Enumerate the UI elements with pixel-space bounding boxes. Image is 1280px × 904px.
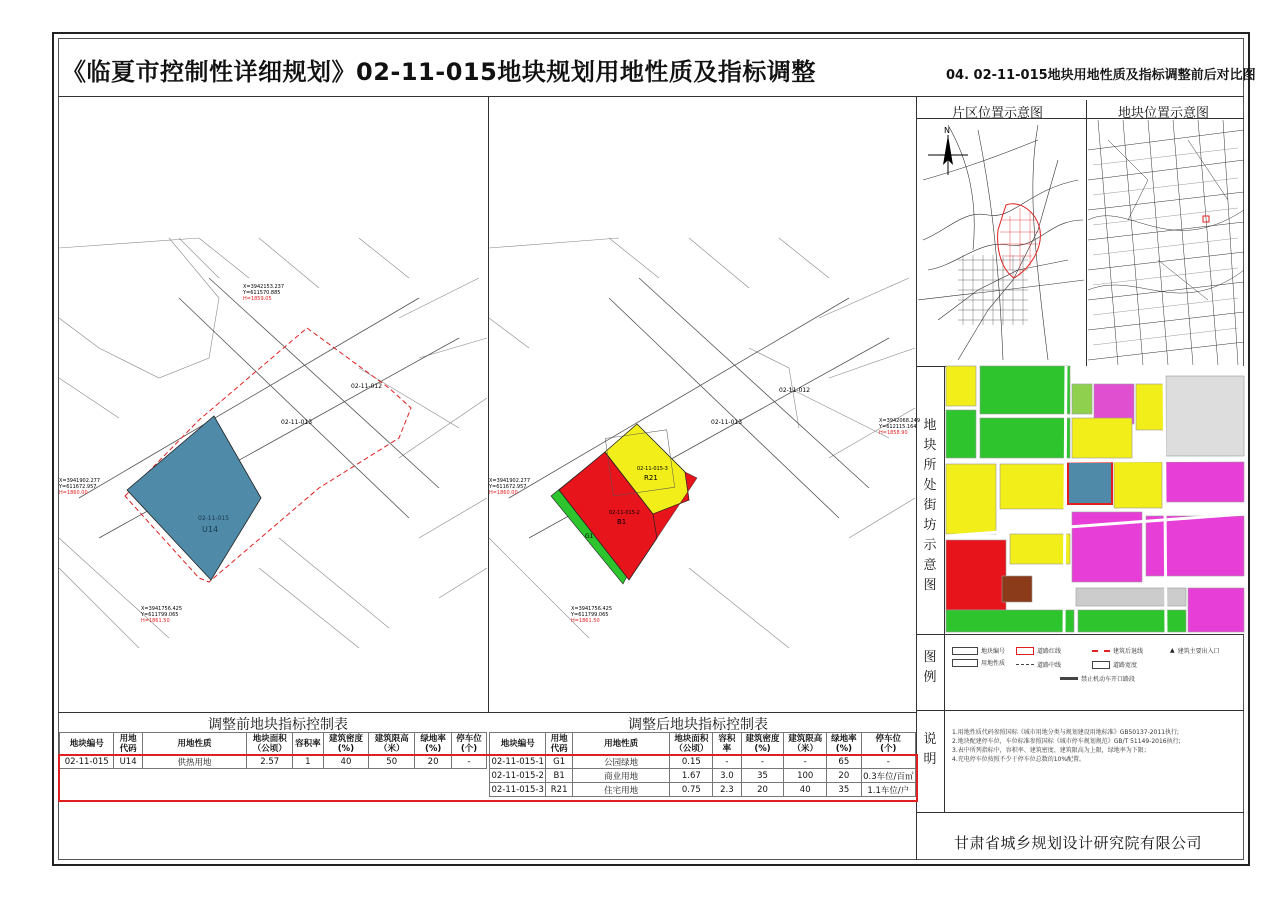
table-cell: 20 [415, 755, 452, 769]
column-header: 容积率 [293, 733, 324, 755]
table-cell: 2.3 [713, 783, 741, 797]
svg-text:02-11-015-3: 02-11-015-3 [637, 466, 668, 472]
district-location-map [918, 120, 1085, 365]
legend-item-land-use: 用地性质 [952, 658, 1005, 667]
svg-text:R21: R21 [644, 474, 658, 482]
parcel-location-caption: 地块位置示意图 [1118, 106, 1210, 121]
organization-name: 甘肃省城乡规划设计研究院有限公司 [954, 834, 1203, 852]
legend-item-road-width: 道路宽度 [1092, 660, 1137, 669]
legend-item-setback: 建筑后退线 [1092, 646, 1143, 655]
column-header: 用地 代码 [546, 733, 572, 755]
page-title: 《临夏市控制性详细规划》02-11-015地块规划用地性质及指标调整 [62, 58, 816, 86]
column-header: 用地性质 [142, 733, 247, 755]
column-header: 地块编号 [490, 733, 546, 755]
svg-text:X=3941902.277: X=3941902.277 [489, 478, 531, 484]
column-header: 地块面积 （公顷） [670, 733, 713, 755]
column-header: 停车位 (个) [452, 733, 487, 755]
svg-text:H=1861.50: H=1861.50 [571, 618, 600, 624]
svg-text:X=3941756.425: X=3941756.425 [141, 606, 183, 612]
column-header: 建筑限高 （米） [369, 733, 415, 755]
table-cell: 35 [827, 783, 862, 797]
column-header: 绿地率 (%) [415, 733, 452, 755]
legend-item-no-vehicle-opening: 禁止机动车开口路段 [1060, 674, 1135, 683]
notes-label: 说明 [923, 732, 937, 767]
table-cell: 0.3车位/百㎡ [861, 769, 915, 783]
note-line: 1.用地性质代码参照国标《城市用地分类与规划建设用地标准》GB50137-2011执行; [952, 729, 1180, 736]
table-cell: 100 [784, 769, 827, 783]
svg-text:H=1860.00: H=1860.00 [489, 490, 518, 496]
svg-text:G1: G1 [585, 533, 594, 540]
street-block-map [946, 366, 1244, 634]
legend-item-road-redline: 道路红线 [1016, 646, 1061, 655]
after-adjustment-map [489, 238, 921, 648]
column-header: 绿地率 (%) [827, 733, 862, 755]
district-location-caption: 片区位置示意图 [952, 106, 1044, 121]
column-header: 用地 代码 [114, 733, 142, 755]
table-cell: 3.0 [713, 769, 741, 783]
table-cell: 住宅用地 [572, 783, 670, 797]
street-bottom-line [916, 634, 1244, 635]
page-subtitle: 04. 02-11-015地块用地性质及指标调整前后对比图 [946, 68, 1256, 83]
table-top-divider [58, 712, 916, 713]
table-cell: 35 [741, 769, 784, 783]
table-cell: 1.1车位/户 [861, 783, 915, 797]
note-line: 2.地块配建停车位，车位标准参照国标《城市停车规划规范》GB/T 51149-2016执行; [952, 738, 1181, 745]
legend-item-centerline: 道路中线 [1016, 660, 1061, 669]
table-cell: 65 [827, 755, 862, 769]
svg-text:02-11-012: 02-11-012 [351, 383, 383, 390]
after-table-title: 调整后地块指标控制表 [628, 717, 768, 733]
table-cell: 40 [323, 755, 369, 769]
table-cell: - [784, 755, 827, 769]
parcel-location-map [1088, 120, 1244, 365]
table-cell: B1 [546, 769, 572, 783]
svg-text:X=3942068.249: X=3942068.249 [879, 418, 921, 424]
up-arrow-icon: ▲ [1170, 647, 1175, 654]
before-adjustment-map [59, 238, 487, 648]
table-cell: 02-11-015-1 [491, 756, 544, 767]
note-line: 3.表中所列指标中，容积率、建筑密度、建筑限高为上限，绿地率为下限； [952, 747, 1150, 754]
column-header: 建筑限高 （米） [784, 733, 827, 755]
table-cell: G1 [546, 755, 572, 769]
svg-text:Y=611799.065: Y=611799.065 [141, 612, 179, 618]
table-cell: - [713, 755, 741, 769]
svg-text:Y=611570.885: Y=611570.885 [243, 290, 281, 296]
column-header: 用地性质 [572, 733, 670, 755]
highlight-box [58, 754, 918, 802]
svg-text:H=1859.05: H=1859.05 [243, 296, 272, 302]
table-cell: 2.57 [247, 755, 293, 769]
table-cell: 02-11-015-2 [491, 770, 544, 781]
svg-text:Y=611672.957: Y=611672.957 [59, 484, 97, 490]
table-cell: 0.15 [670, 755, 713, 769]
svg-text:02-11-015: 02-11-015 [198, 515, 230, 522]
column-header: 建筑密度 (%) [323, 733, 369, 755]
svg-text:X=3941902.277: X=3941902.277 [59, 478, 101, 484]
table-cell: 50 [369, 755, 415, 769]
table-cell: 02-11-015 [60, 755, 114, 769]
column-header: 建筑密度 (%) [741, 733, 784, 755]
svg-text:Y=612115.164: Y=612115.164 [879, 424, 917, 430]
title-divider [58, 96, 1244, 97]
before-table-title: 调整前地块指标控制表 [208, 717, 348, 733]
locator-divider [1086, 100, 1087, 366]
street-block-label: 地块所处街坊示意图 [923, 418, 937, 593]
svg-text:X=3941756.425: X=3941756.425 [571, 606, 613, 612]
table-cell: 商业用地 [572, 769, 670, 783]
svg-text:H=1858.90: H=1858.90 [879, 430, 908, 436]
notes-block [952, 728, 1240, 764]
table-cell: - [741, 755, 784, 769]
table-cell: 20 [827, 769, 862, 783]
legend-item-entrance: ▲ 建筑主要出入口 [1170, 647, 1220, 655]
table-cell: 0.75 [670, 783, 713, 797]
svg-text:H=1860.00: H=1860.00 [59, 490, 88, 496]
svg-text:U14: U14 [202, 525, 219, 534]
notes-bottom-line [916, 812, 1244, 813]
column-header: 容积率 [713, 733, 741, 755]
svg-text:H=1861.50: H=1861.50 [141, 618, 170, 624]
side-label-divider [944, 366, 945, 812]
svg-text:02-11-012: 02-11-012 [779, 387, 811, 394]
svg-text:02-11-013: 02-11-013 [281, 419, 313, 426]
svg-text:Y=611799.065: Y=611799.065 [571, 612, 609, 618]
side-panel-divider [916, 96, 917, 860]
table-cell: U14 [114, 755, 142, 769]
table-header-row [60, 733, 487, 755]
column-header: 地块面积 （公顷） [247, 733, 293, 755]
table-cell: - [861, 755, 915, 769]
legend-label: 图例 [923, 650, 937, 685]
table-cell: 1.67 [670, 769, 713, 783]
svg-text:02-11-013: 02-11-013 [711, 419, 743, 426]
column-header: 地块编号 [60, 733, 114, 755]
svg-text:X=3942153.237: X=3942153.237 [243, 284, 285, 290]
svg-text:02-11-015-2: 02-11-015-2 [609, 510, 640, 516]
table-cell: R21 [546, 783, 572, 797]
legend-item-parcel-code: 地块编号 [952, 646, 1005, 655]
legend-bottom-line [916, 710, 1244, 711]
table-cell: 供热用地 [142, 755, 247, 769]
table-cell: 公园绿地 [572, 755, 670, 769]
svg-text:B1: B1 [617, 518, 627, 526]
svg-text:N: N [944, 126, 950, 135]
table-cell: - [452, 755, 487, 769]
table-cell: 20 [741, 783, 784, 797]
table-header-row [490, 733, 916, 755]
column-header: 停车位 (个) [861, 733, 915, 755]
table-cell: 02-11-015-3 [491, 784, 544, 795]
table-cell: 40 [784, 783, 827, 797]
note-line: 4.充电停车位按照不少于停车位总数的10%配置。 [952, 756, 1086, 763]
table-cell: 1 [293, 755, 324, 769]
svg-text:Y=611672.957: Y=611672.957 [489, 484, 527, 490]
